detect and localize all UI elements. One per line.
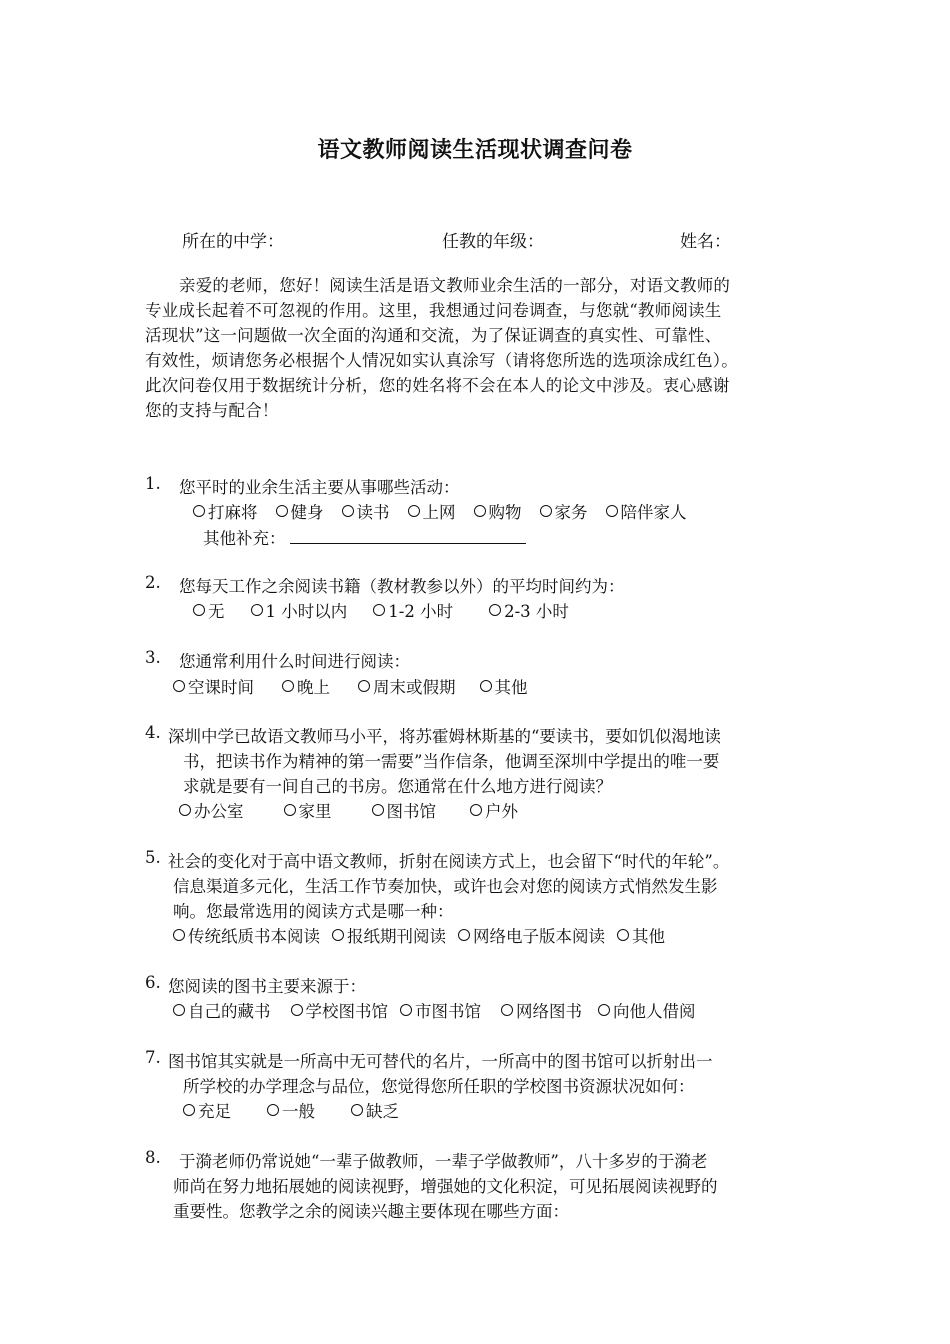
intro-line: 活现状”这一问题做一次全面的沟通和交流，为了保证调查的真实性、可靠性、 xyxy=(145,326,722,345)
option[interactable] xyxy=(351,1098,399,1122)
question-text: 重要性。您教学之余的阅读兴趣主要体现在哪些方面： xyxy=(173,1202,569,1221)
options-group xyxy=(193,499,705,523)
radio-circle-icon xyxy=(284,804,296,816)
option[interactable] xyxy=(193,499,258,523)
question-number: 7. xyxy=(145,1048,161,1067)
option[interactable] xyxy=(342,499,390,523)
options-group xyxy=(173,998,714,1022)
page-title: 语文教师阅读生活现状调查问卷 xyxy=(317,138,633,163)
option[interactable] xyxy=(276,499,324,523)
option-label: 报纸期刊阅读 xyxy=(347,927,446,946)
option[interactable] xyxy=(173,674,254,698)
option[interactable] xyxy=(598,998,696,1022)
radio-circle-icon xyxy=(470,804,482,816)
options-group xyxy=(173,674,546,698)
radio-circle-icon xyxy=(501,1004,513,1016)
supplement-label: 其他补充： xyxy=(203,529,286,548)
question-text: 信息渠道多元化，生活工作节奏加快，或许也会对您的阅读方式悄然发生影 xyxy=(173,877,718,896)
option[interactable] xyxy=(332,923,446,947)
option-label: 空课时间 xyxy=(188,678,254,697)
option-label: 打麻将 xyxy=(208,503,258,522)
option-label: 上网 xyxy=(422,503,456,522)
option-label: 自己的藏书 xyxy=(188,1002,271,1021)
radio-circle-icon xyxy=(617,929,629,941)
question-text: 您通常利用什么时间进行阅读： xyxy=(179,652,410,671)
option-label: 户外 xyxy=(485,802,518,821)
question-number: 4. xyxy=(145,723,161,742)
radio-circle-icon xyxy=(489,604,501,616)
question-number: 8. xyxy=(145,1148,161,1167)
intro-line: 专业成长起着不可忽视的作用。这里，我想通过问卷调查，与您就“教师阅读生 xyxy=(145,301,722,320)
question-text: 深圳中学已故语文教师马小平，将苏霍姆林斯基的“要读书，要如饥似渴地读 xyxy=(168,727,721,746)
option-label: 网络图书 xyxy=(516,1002,582,1021)
radio-circle-icon xyxy=(540,505,552,517)
radio-circle-icon xyxy=(183,1104,195,1116)
intro-line: 有效性，烦请您务必根据个人情况如实认真涂写（请将您所选的选项涂成红色）。 xyxy=(145,351,738,370)
question-number: 1. xyxy=(145,474,161,493)
radio-circle-icon xyxy=(474,505,486,517)
supplement-input-line[interactable] xyxy=(290,526,526,544)
option[interactable] xyxy=(372,798,437,822)
option-label: 周末或假期 xyxy=(373,678,456,697)
question-text: 所学校的办学理念与品位，您觉得您所任职的学校图书资源状况如何： xyxy=(183,1077,695,1096)
option-label: 家里 xyxy=(298,802,332,821)
options-group xyxy=(173,923,683,947)
radio-circle-icon xyxy=(173,1004,185,1016)
option[interactable] xyxy=(183,1098,231,1122)
option[interactable] xyxy=(282,674,330,698)
option-label: 充足 xyxy=(198,1102,231,1121)
option[interactable] xyxy=(606,499,687,523)
option[interactable] xyxy=(179,798,244,822)
question-text: 于漪老师仍常说她“一辈子做教师，一辈子学做教师”，八十多岁的于漪老 xyxy=(179,1152,708,1171)
option[interactable] xyxy=(173,998,271,1022)
option-label: 缺乏 xyxy=(366,1102,399,1121)
option-label: 网络电子版本阅读 xyxy=(473,927,605,946)
option[interactable] xyxy=(489,598,569,622)
option-label: 传统纸质书本阅读 xyxy=(188,927,320,946)
option-label: 购物 xyxy=(488,503,522,522)
options-group xyxy=(183,1098,417,1122)
option-label: 学校图书馆 xyxy=(305,1002,388,1021)
question-text: 图书馆其实就是一所高中无可替代的名片，一所高中的图书馆可以折射出一 xyxy=(168,1052,713,1071)
option[interactable] xyxy=(193,598,225,622)
option-label: 其他 xyxy=(632,927,665,946)
radio-circle-icon xyxy=(291,1004,303,1016)
radio-circle-icon xyxy=(606,505,618,517)
option[interactable] xyxy=(251,598,348,622)
option[interactable] xyxy=(373,598,453,622)
question-text: 求就是要有一间自己的书房。您通常在什么地方进行阅读？ xyxy=(183,777,612,796)
question-number: 2. xyxy=(145,573,161,592)
option[interactable] xyxy=(470,798,518,822)
radio-circle-icon xyxy=(373,604,385,616)
radio-circle-icon xyxy=(276,505,288,517)
option-label: 1-2 小时 xyxy=(388,602,454,621)
question-number: 5. xyxy=(145,848,161,867)
radio-circle-icon xyxy=(332,929,344,941)
grade-field-label[interactable]: 任教的年级： xyxy=(442,232,544,252)
option[interactable] xyxy=(474,499,522,523)
radio-circle-icon xyxy=(193,505,205,517)
radio-circle-icon xyxy=(282,680,294,692)
question-text: 社会的变化对于高中语文教师，折射在阅读方式上，也会留下“时代的年轮”。 xyxy=(168,852,730,871)
option[interactable] xyxy=(458,923,605,947)
option[interactable] xyxy=(480,674,528,698)
intro-line: 您的支持与配合！ xyxy=(145,401,279,420)
option[interactable] xyxy=(501,998,582,1022)
question-text: 您平时的业余生活主要从事哪些活动： xyxy=(179,478,460,497)
option-label: 其他 xyxy=(494,678,528,697)
option-label: 办公室 xyxy=(194,802,244,821)
question-number: 3. xyxy=(145,648,161,667)
radio-circle-icon xyxy=(408,505,420,517)
supplement-row xyxy=(203,525,526,549)
radio-circle-icon xyxy=(598,1004,610,1016)
radio-circle-icon xyxy=(480,680,492,692)
radio-circle-icon xyxy=(251,604,263,616)
question-text: 师尚在努力地拓展她的阅读视野，增强她的文化积淀，可见拓展阅读视野的 xyxy=(173,1177,718,1196)
school-field-label[interactable]: 所在的中学： xyxy=(182,232,284,252)
radio-circle-icon xyxy=(458,929,470,941)
option[interactable] xyxy=(267,1098,315,1122)
option[interactable] xyxy=(617,923,665,947)
option[interactable] xyxy=(284,798,332,822)
question-number: 6. xyxy=(145,973,161,992)
question-text: 您每天工作之余阅读书籍（教材教参以外）的平均时间约为： xyxy=(179,577,625,596)
intro-line: 亲爱的老师，您好！阅读生活是语文教师业余生活的一部分，对语文教师的 xyxy=(179,276,731,295)
respondent-info-row xyxy=(0,227,950,253)
option-label: 家务 xyxy=(554,503,588,522)
option[interactable] xyxy=(400,998,481,1022)
options-group xyxy=(179,798,536,822)
radio-circle-icon xyxy=(179,804,191,816)
option[interactable] xyxy=(291,998,389,1022)
option-label: 1 小时以内 xyxy=(265,602,348,621)
option-label: 陪伴家人 xyxy=(620,503,687,522)
option-label: 晚上 xyxy=(297,678,330,697)
radio-circle-icon xyxy=(193,604,205,616)
radio-circle-icon xyxy=(173,680,185,692)
option[interactable] xyxy=(358,674,456,698)
radio-circle-icon xyxy=(342,505,354,517)
option-label: 无 xyxy=(208,602,225,621)
radio-circle-icon xyxy=(372,804,384,816)
options-group xyxy=(193,598,587,622)
option[interactable] xyxy=(408,499,456,523)
intro-line: 此次问卷仅用于数据统计分析，您的姓名将不会在本人的论文中涉及。衷心感谢 xyxy=(145,376,730,395)
option-label: 市图书馆 xyxy=(415,1002,481,1021)
radio-circle-icon xyxy=(267,1104,279,1116)
radio-circle-icon xyxy=(358,680,370,692)
radio-circle-icon xyxy=(173,929,185,941)
option-label: 健身 xyxy=(290,503,324,522)
question-text: 您阅读的图书主要来源于： xyxy=(168,977,366,996)
question-text: 响。您最常选用的阅读方式是哪一种： xyxy=(173,902,454,921)
option-label: 向他人借阅 xyxy=(613,1002,696,1021)
name-field-label[interactable]: 姓名： xyxy=(680,232,731,252)
option-label: 读书 xyxy=(356,503,390,522)
question-text: 书，把读书作为精神的第一需要”当作信条，他调至深圳中学提出的唯一要 xyxy=(183,752,720,771)
option-label: 2-3 小时 xyxy=(504,602,569,621)
intro-paragraph xyxy=(145,273,817,423)
option[interactable] xyxy=(540,499,588,523)
option-label: 图书馆 xyxy=(386,802,436,821)
option-label: 一般 xyxy=(282,1102,315,1121)
option[interactable] xyxy=(173,923,320,947)
radio-circle-icon xyxy=(400,1004,412,1016)
radio-circle-icon xyxy=(351,1104,363,1116)
